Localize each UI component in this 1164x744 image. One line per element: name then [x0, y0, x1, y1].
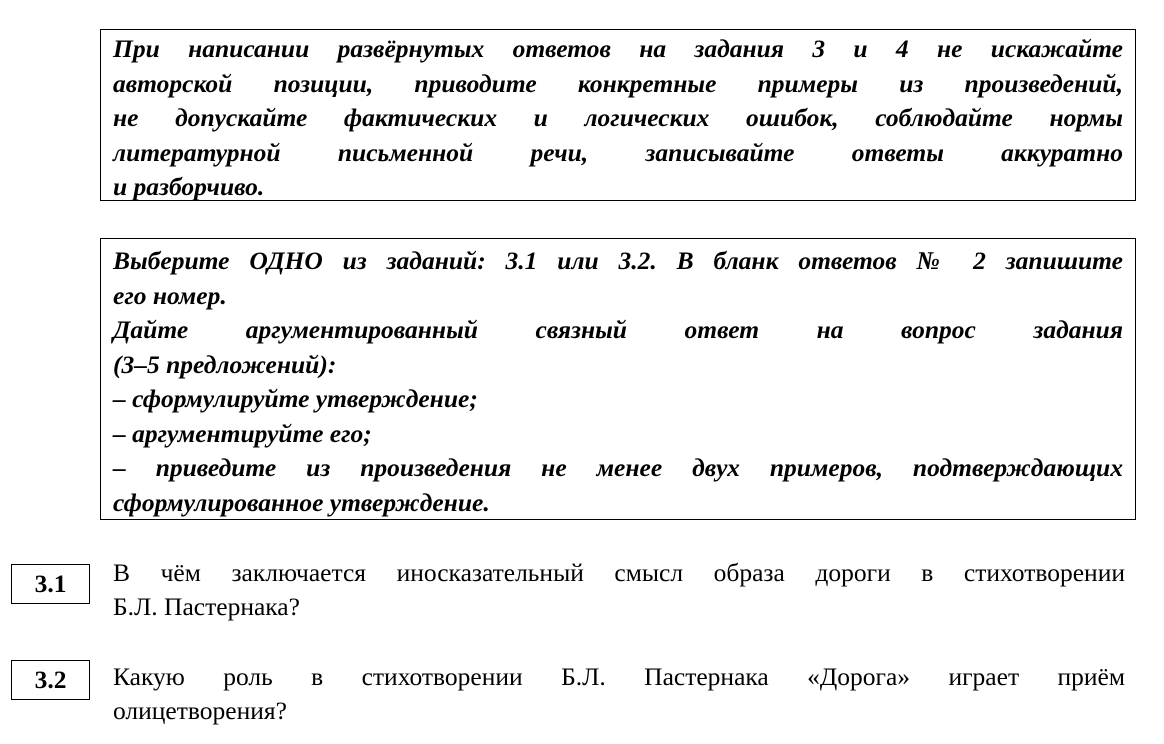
task-question — [113, 556, 1125, 624]
choice-box — [100, 238, 1136, 520]
task-question — [113, 660, 1125, 728]
task-number-box: 3.2 — [11, 660, 90, 700]
choice-line: – сформулируйте утверждение; — [113, 384, 478, 413]
task-question-line: Б.Л. Пастернака? — [113, 592, 300, 621]
instructions-line: авторской позиции, приводите конкретные примеры из произведений, — [113, 68, 1123, 98]
choice-line: сформулированное утверждение. — [113, 487, 490, 517]
choice-line: (3–5 предложений): — [113, 349, 337, 379]
choice-line: Дайте аргументированный связный ответ на вопрос задания — [113, 315, 1123, 344]
instructions-box — [100, 29, 1136, 201]
choice-line: Выберите ОДНО из заданий: 3.1 или 3.2. В бланк ответов № 2 запишите — [113, 246, 1123, 275]
task-question-line: В чём заключается иносказательный смысл образа дороги в стихотворении — [113, 558, 1125, 587]
choice-line: его номер. — [113, 280, 227, 310]
task-number-box: 3.1 — [11, 564, 90, 604]
instructions-line: При написании развёрнутых ответов на задания 3 и 4 не искажайте — [113, 34, 1123, 63]
task-question-line: Какую роль в стихотворении Б.Л. Пастернака «Дорога» играет приём — [113, 662, 1125, 691]
instructions-line: и разборчиво. — [113, 172, 265, 201]
choice-line: – аргументируйте его; — [113, 418, 372, 448]
instructions-line: литературной письменной речи, записывайте ответы аккуратно — [113, 137, 1123, 167]
choice-line: – приведите из произведения не менее двух примеров, подтверждающих — [113, 453, 1123, 482]
instructions-line: не допускайте фактических и логических ошибок, соблюдайте нормы — [113, 103, 1123, 132]
task-question-line: олицетворения? — [113, 696, 287, 725]
